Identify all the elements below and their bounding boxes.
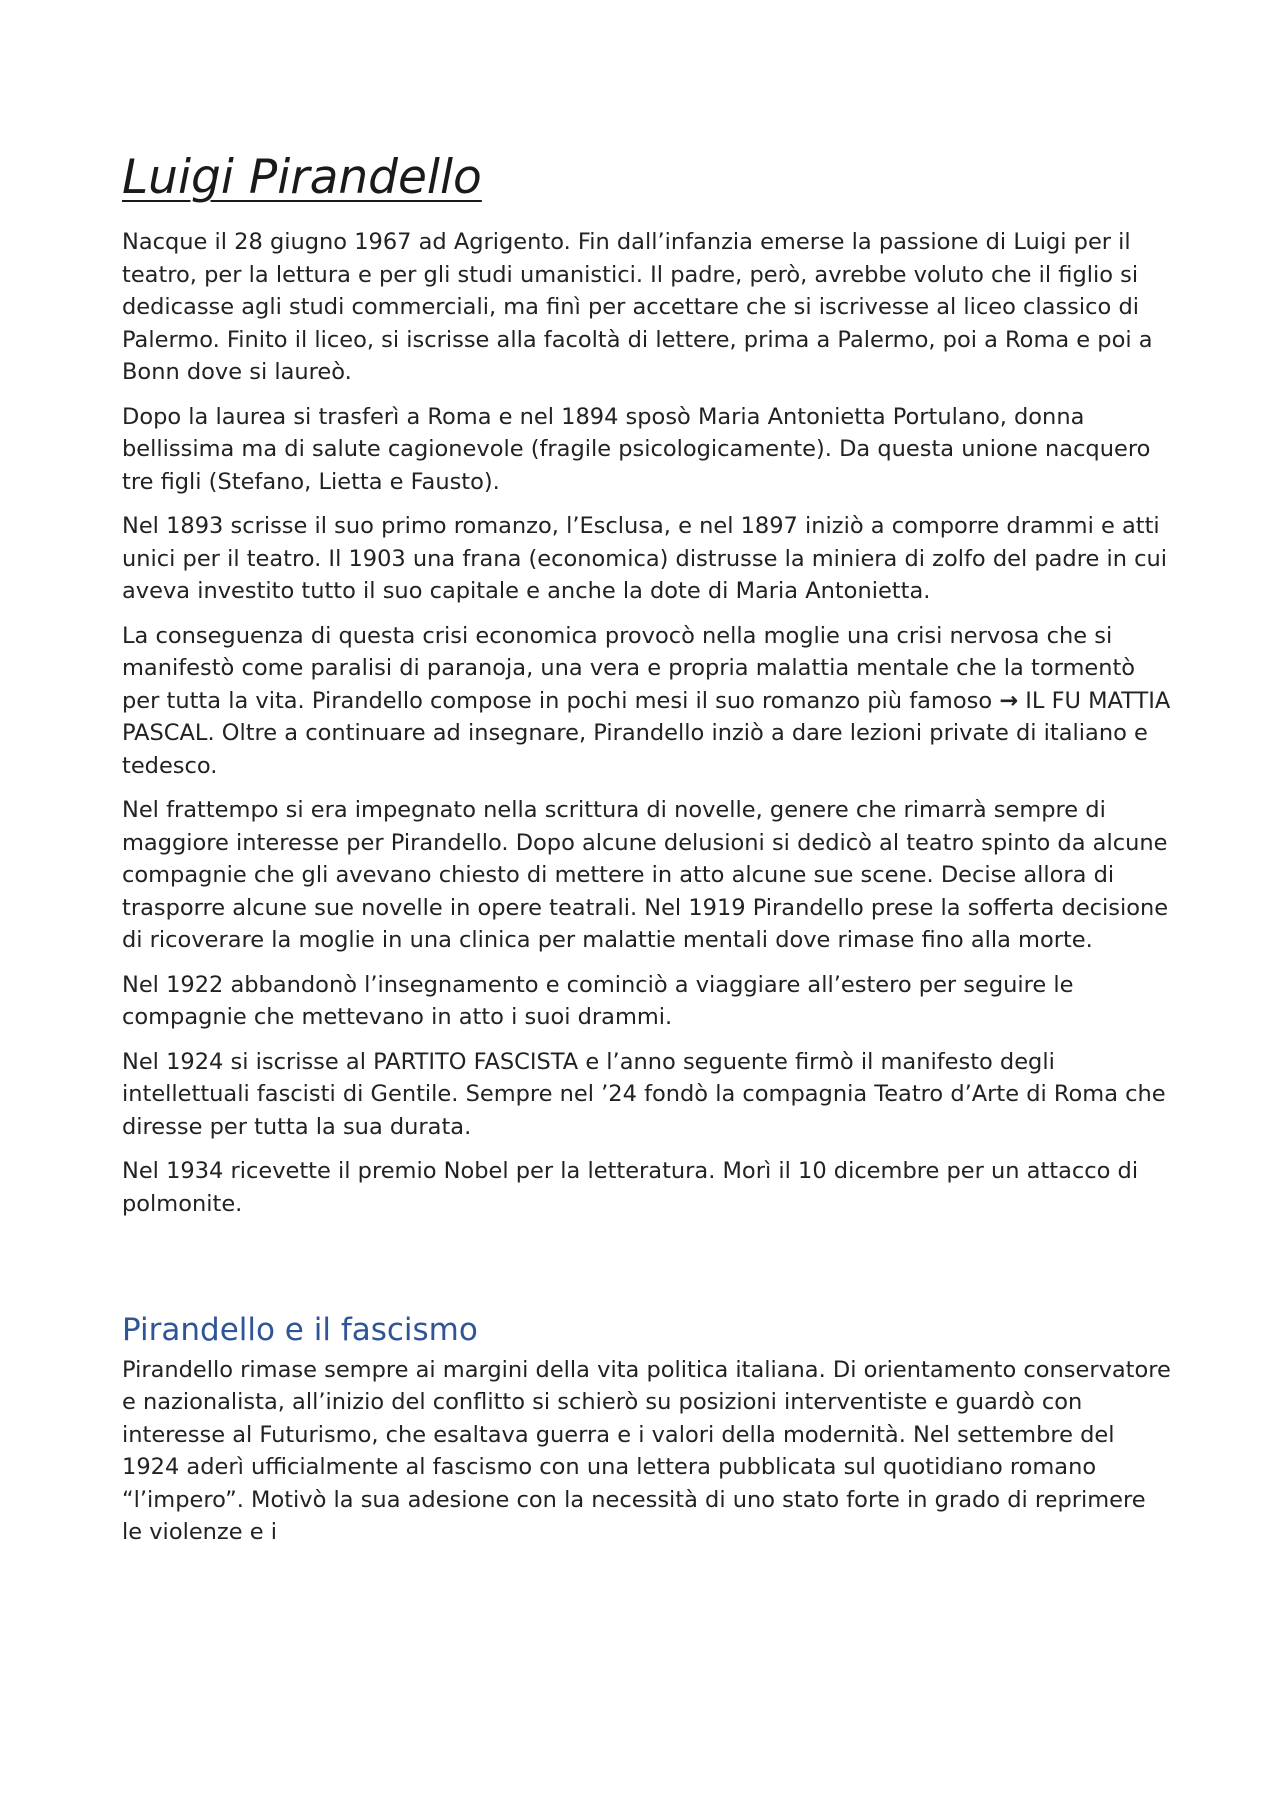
arrow-right-icon: →: [999, 687, 1019, 714]
paragraph-fascist-party: Nel 1924 si iscrisse al PARTITO FASCISTA e l’anno seguente firmò il manifesto degli intellettuali fascisti di Gentile. Sempre nel ’24 fondò la compagnia Teatro d’Arte di Roma che diresse per tutta la sua durata.: [122, 1048, 1166, 1140]
paragraph-crisis: [122, 620, 1172, 783]
paragraph-travel: Nel 1922 abbandonò l’insegnamento e cominciò a viaggiare all’estero per seguire le compagnie che mettevano in atto i suoi drammi.: [122, 971, 1074, 1031]
paragraph-first-novel: Nel 1893 scrisse il suo primo romanzo, l’Esclusa, e nel 1897 iniziò a comporre drammi e atti unici per il teatro. Il 1903 una frana (economica) distrusse la miniera di zolfo del padre in cui aveva investito tutto il suo capitale e anche la dote di Maria Antonietta.: [122, 513, 1168, 605]
section-fascism: [122, 1312, 1172, 1548]
document-title: Luigi Pirandello: [122, 150, 482, 205]
paragraph-nobel: Nel 1934 ricevette il premio Nobel per la letteratura. Morì il 10 dicembre per un attacco di polmonite.: [122, 1158, 1139, 1217]
paragraph-marriage: Dopo la laurea si trasferì a Roma e nel 1894 sposò Maria Antonietta Portulano, donna bellissima ma di salute cagionevole (fragile psicologicamente). Da questa unione nacquero tre figli (Stefano, Lietta e Fausto).: [122, 403, 1151, 495]
paragraph-crisis-text-start: La conseguenza di questa crisi economica provocò nella moglie una crisi nervosa che si manifestò come paralisi di paranoja, una vera e propria malattia mentale che la tormentò per tutta la vita. Pirandello compose in pochi mesi il suo romanzo più famoso: [122, 622, 1136, 714]
paragraph-novelle: Nel frattempo si era impegnato nella scrittura di novelle, genere che rimarrà sempre di maggiore interesse per Pirandello. Dopo alcune delusioni si dedicò al teatro spinto da alcune compagnie che gli avevano chiesto di mettere in atto alcune sue scene. Decise allora di trasporre alcune sue novelle in opere teatrali. Nel 1919 Pirandello prese la sofferta decisione di ricoverare la moglie in una clinica per malattie mentali dove rimase fino alla morte.: [122, 797, 1169, 954]
section-heading: Pirandello e il fascismo: [122, 1312, 478, 1349]
paragraph-birth: Nacque il 28 giugno 1967 ad Agrigento. Fin dall’infanzia emerse la passione di Luigi per il teatro, per la lettura e per gli studi umanistici. Il padre, però, avrebbe voluto che il figlio si dedicasse agli studi commerciali, ma finì per accettare che si iscrivesse al liceo classico di Palermo. Finito il liceo, si iscrisse alla facoltà di lettere, prima a Palermo, poi a Roma e poi a Bonn dove si laureò.: [122, 229, 1153, 386]
paragraph-crisis-text-end: IL FU MATTIA PASCAL. Oltre a continuare ad insegnare, Pirandello inziò a dare lezioni private di italiano e tedesco.: [122, 687, 1171, 779]
document-page: [122, 150, 1172, 1561]
section-paragraph: Pirandello rimase sempre ai margini della vita politica italiana. Di orientamento conservatore e nazionalista, all’inizio del conflitto si schierò su posizioni interventiste e guardò con interesse al Futurismo, che esaltava guerra e i valori della modernità. Nel settembre del 1924 aderì ufficialmente al fascismo con una lettera pubblicata sul quotidiano romano “l’impero”. Motivò la sua adesione con la necessità di uno stato forte in grado di reprimere le violenze e i: [122, 1356, 1171, 1546]
